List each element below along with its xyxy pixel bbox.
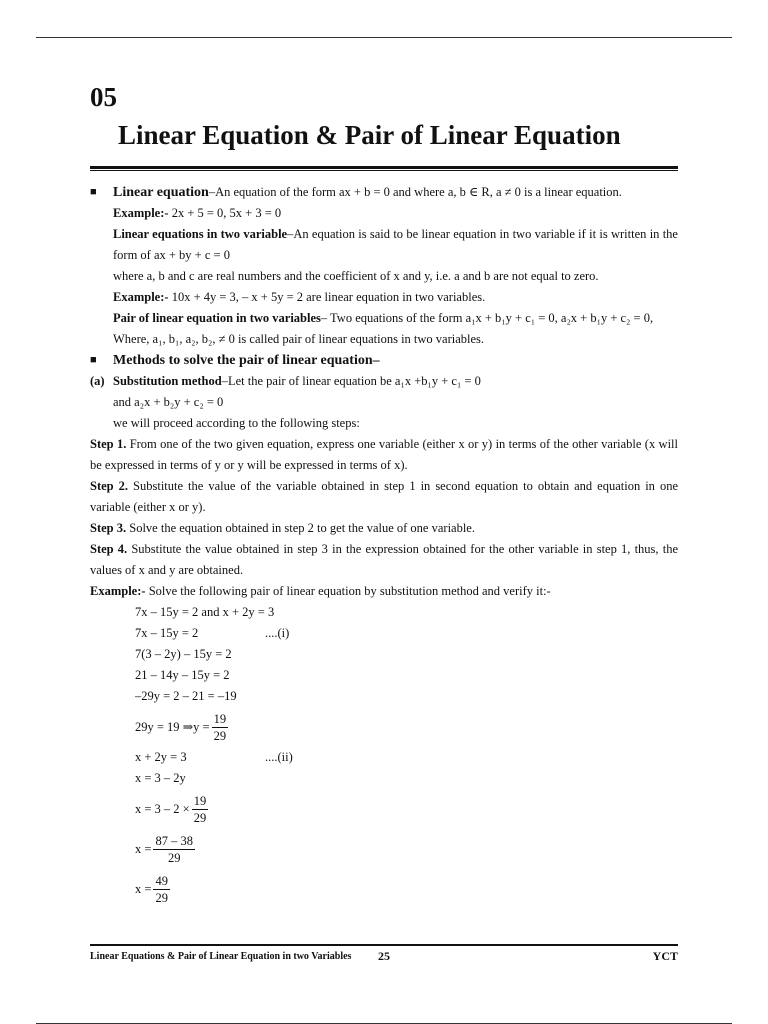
example-3-label: Example:-	[90, 584, 146, 598]
method-line-2: and a₂x + b₂y + c₂ = 0	[113, 395, 224, 409]
example-3	[90, 581, 678, 602]
fraction-denominator: 29	[167, 850, 181, 865]
fraction-numerator: 19	[193, 793, 207, 808]
pair-label: Pair of linear equation in two variables	[113, 311, 321, 325]
example-2	[90, 287, 678, 308]
working-line-10-pre: x =	[135, 841, 152, 856]
page-number: 25	[378, 949, 390, 963]
methods-heading: Methods to solve the pair of linear equation–	[113, 353, 380, 368]
working-line-9-pre: x = 3 – 2 ×	[135, 801, 190, 816]
working-line-6-pre: 29y = 19	[135, 719, 180, 734]
working-line-10	[90, 829, 678, 869]
method-name: Substitution method	[113, 374, 222, 388]
step-2-text: Substitute the value of the variable obtained in step 1 in second equation to obtain and equation in one variable (either x or y).	[90, 479, 678, 514]
working-line-6-mid: y =	[193, 719, 210, 734]
equation-tag-1: ....(i)	[265, 626, 290, 640]
chapter-number: 05	[90, 82, 117, 112]
method-text: –Let the pair of linear equation be a₁x +b₁y + c₁ = 0	[221, 374, 481, 388]
fraction	[153, 833, 195, 866]
step-3	[90, 518, 678, 539]
working-line-1: 7x – 15y = 2 and x + 2y = 3	[135, 605, 275, 619]
page-footer	[90, 944, 678, 963]
fraction-denominator: 29	[193, 810, 207, 825]
page-content	[90, 182, 678, 909]
working-line-8: x = 3 – 2y	[135, 771, 186, 785]
working-line-4: 21 – 14y – 15y = 2	[135, 668, 230, 682]
step-2-label: Step 2.	[90, 479, 129, 493]
fraction	[212, 711, 229, 744]
pair-definition	[90, 308, 678, 329]
square-bullet-icon: ■	[90, 186, 97, 198]
methods-heading-row	[90, 350, 678, 371]
method-label: (a)	[90, 374, 105, 388]
fraction	[192, 793, 209, 826]
two-variable-definition	[90, 224, 678, 266]
example-2-label: Example:-	[113, 290, 169, 304]
working-line-3: 7(3 – 2y) – 15y = 2	[135, 647, 232, 661]
pair-where: Where, a₁, b₁, a₂, b₂, ≠ 0 is called pair of linear equations in two variables.	[113, 332, 485, 346]
substitution-method	[90, 371, 678, 392]
fraction-numerator: 49	[155, 873, 168, 888]
working-line-2	[90, 623, 678, 644]
example-1	[90, 203, 678, 224]
working-line-6	[90, 707, 678, 747]
implies-arrow-icon: ⇒	[182, 719, 194, 734]
step-1	[90, 434, 678, 476]
example-1-text: 2x + 5 = 0, 5x + 3 = 0	[168, 206, 282, 220]
step-4-text: Substitute the value obtained in step 3 in the expression obtained for the other variable in step 1, thus, the values of x and y are obtained.	[90, 542, 678, 577]
method-line-3: we will proceed according to the following steps:	[113, 416, 360, 430]
fraction-numerator: 19	[213, 711, 227, 726]
linear-equation-heading: Linear equation	[113, 185, 209, 200]
publisher-mark: YCT	[652, 949, 678, 963]
top-rule	[36, 37, 732, 38]
fraction	[153, 873, 170, 906]
pair-text: – Two equations of the form a₁x + b₁y + c₁ = 0, a₂x + b₁y + c₂ = 0,	[320, 311, 654, 325]
fraction-numerator: 87 – 38	[155, 833, 193, 848]
two-variable-text: –An equation is said to be linear equation in two variable if it is written in the form of ax + by + c = 0	[113, 227, 678, 262]
working-line-5: –29y = 2 – 21 = –19	[135, 689, 237, 703]
step-1-label: Step 1.	[90, 437, 127, 451]
working-line-9	[90, 789, 678, 829]
working-line-2-eq: 7x – 15y = 2	[135, 626, 199, 640]
chapter-title: Linear Equation & Pair of Linear Equation	[118, 120, 621, 150]
example-1-label: Example:-	[113, 206, 169, 220]
step-3-label: Step 3.	[90, 521, 127, 535]
fraction-denominator: 29	[155, 890, 168, 905]
step-1-text: From one of the two given equation, express one variable (either x or y) in terms of the other variable (x will be expressed in terms of y or y will be expressed in terms of x).	[90, 437, 678, 472]
step-3-text: Solve the equation obtained in step 2 to get the value of one variable.	[126, 521, 475, 535]
step-4	[90, 539, 678, 581]
working-line-7	[90, 747, 678, 768]
working-line-7-eq: x + 2y = 3	[135, 750, 187, 764]
example-2-text: 10x + 4y = 3, – x + 5y = 2 are linear equation in two variables.	[168, 290, 486, 304]
linear-equation-desc: –An equation of the form ax + b = 0 and where a, b ∈ R, a ≠ 0 is a linear equation.	[208, 185, 622, 199]
footer-running-title: Linear Equations & Pair of Linear Equation in two Variables	[90, 951, 352, 962]
square-bullet-icon: ■	[90, 354, 97, 366]
two-variable-label: Linear equations in two variable	[113, 227, 288, 241]
step-4-label: Step 4.	[90, 542, 128, 556]
title-rule	[90, 166, 678, 171]
step-2	[90, 476, 678, 518]
working-line-11	[90, 869, 678, 909]
equation-tag-2: ....(ii)	[265, 750, 293, 764]
where-text: where a, b and c are real numbers and the coefficient of x and y, i.e. a and b are not equal to zero.	[113, 269, 599, 283]
example-3-text: Solve the following pair of linear equation by substitution method and verify it:-	[145, 584, 551, 598]
linear-equation-definition	[90, 182, 678, 203]
working-line-11-pre: x =	[135, 881, 152, 896]
fraction-denominator: 29	[213, 728, 227, 743]
